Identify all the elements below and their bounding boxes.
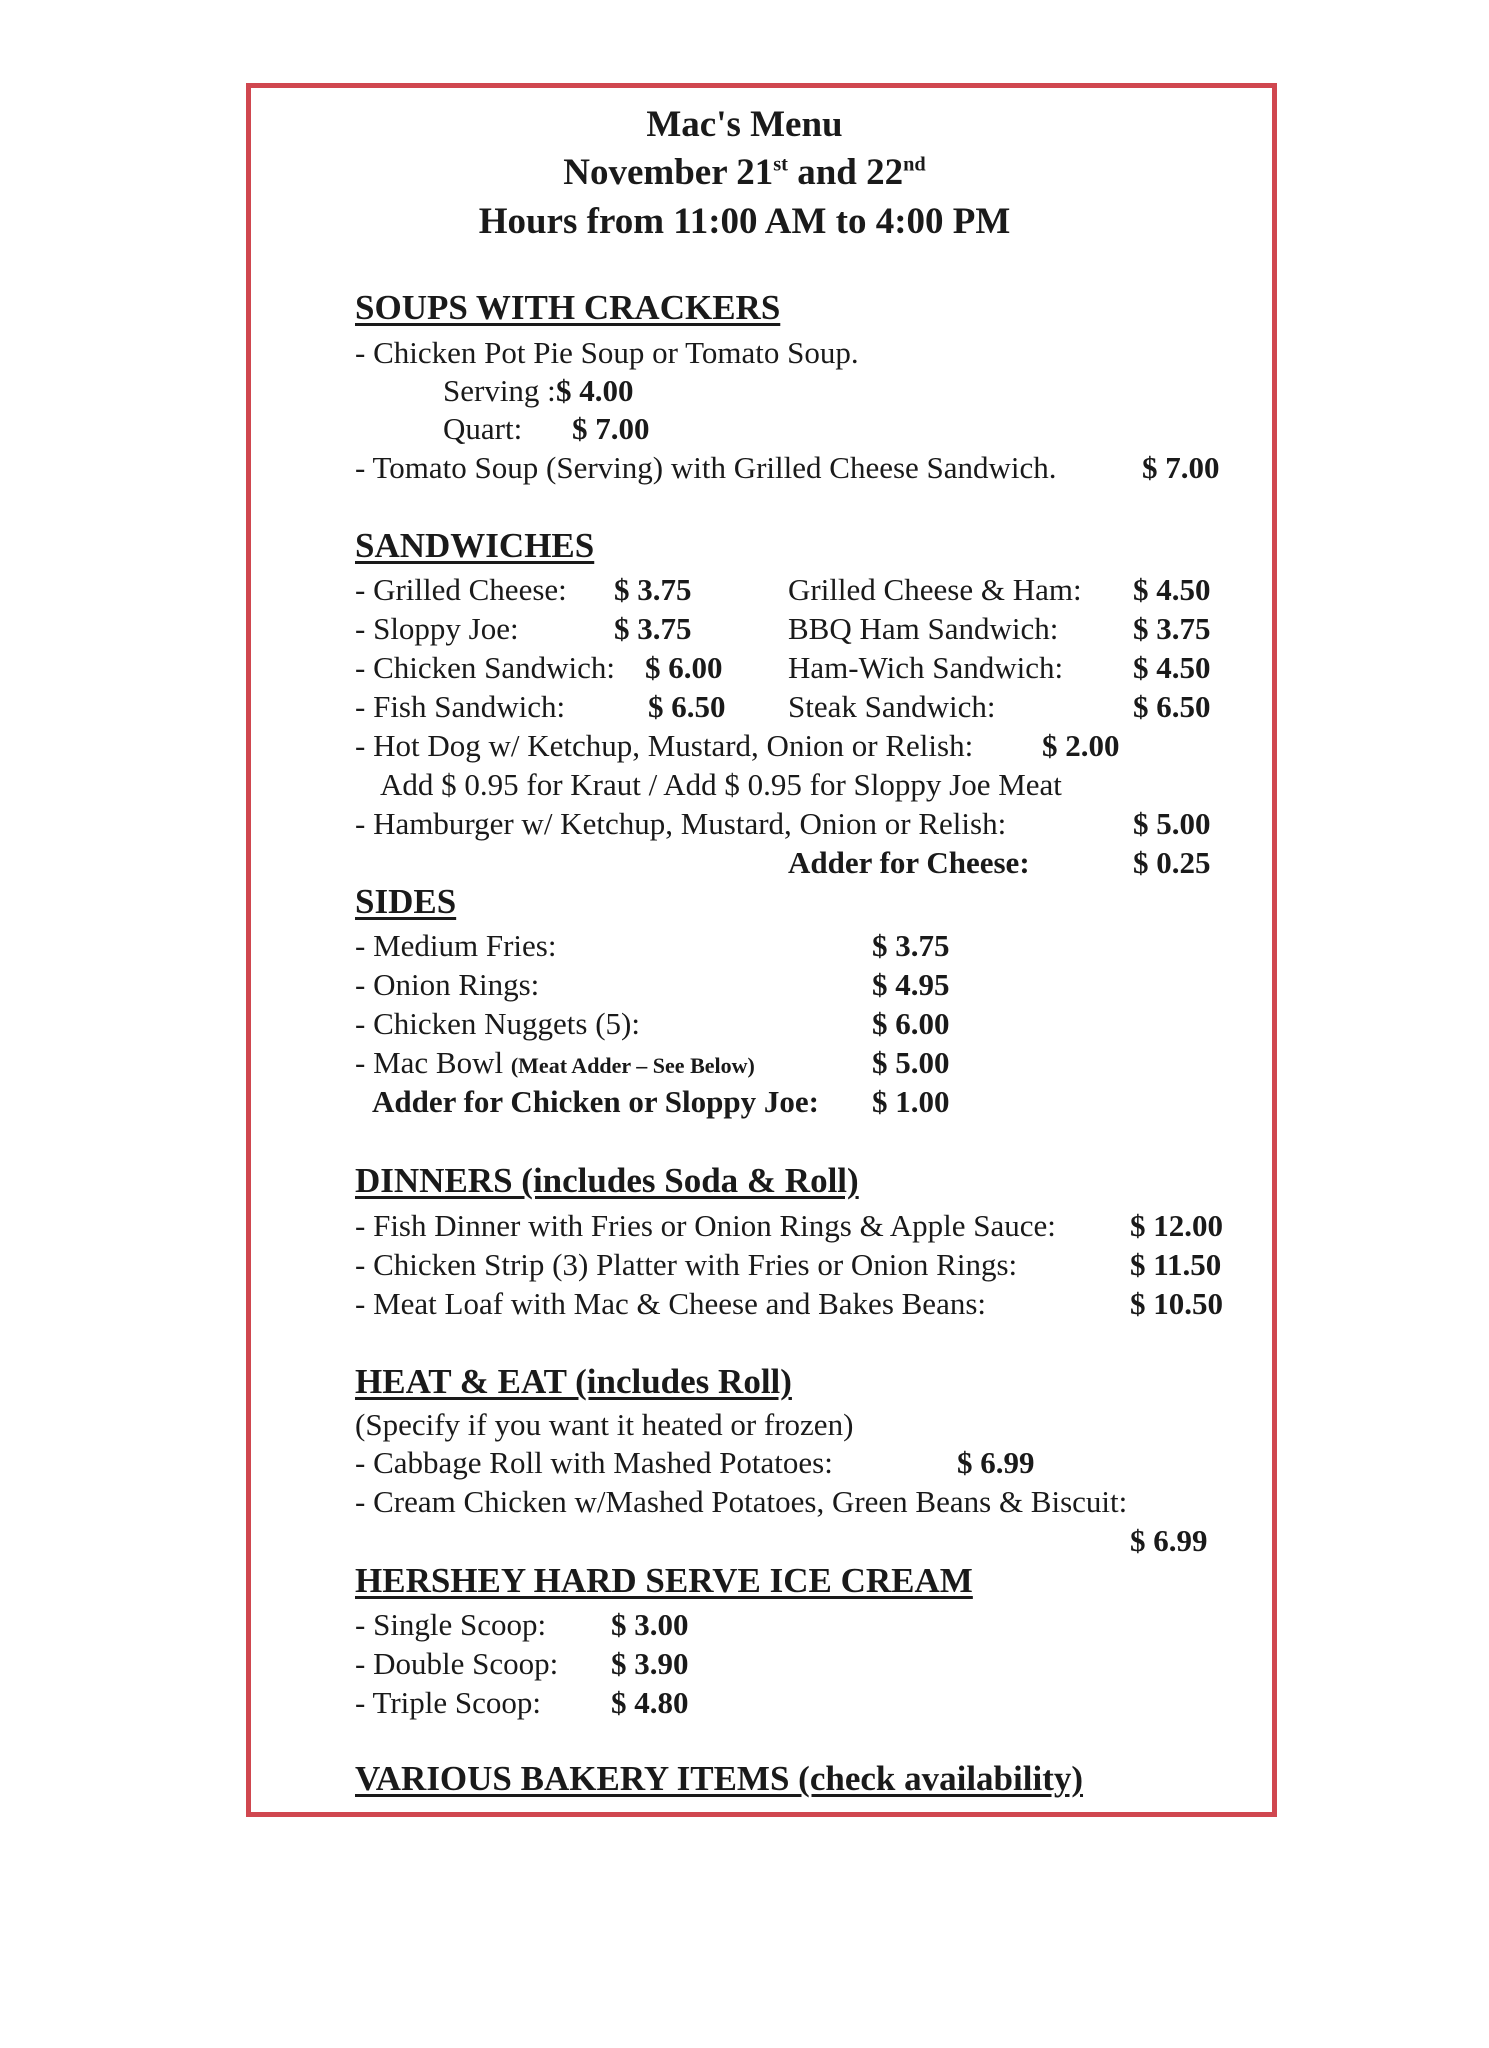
dinner-price: $ 10.50 [1130, 1286, 1223, 1321]
sandwich-name: Ham-Wich Sandwich: [788, 650, 1064, 685]
soup-combo-label: - Tomato Soup (Serving) with Grilled Cheese Sandwich. [355, 450, 1057, 485]
sandwich-price: $ 3.75 [614, 611, 692, 646]
sandwich-name: - Grilled Cheese: [355, 572, 567, 607]
sandwich-price: $ 4.50 [1133, 572, 1211, 607]
section-heading-dinners: DINNERS (includes Soda & Roll) [355, 1161, 859, 1200]
side-name: - Medium Fries: [355, 928, 557, 963]
soup-serving-price: $ 4.00 [556, 373, 634, 408]
sandwich-name: - Fish Sandwich: [355, 689, 566, 724]
side-price: $ 5.00 [872, 1045, 950, 1080]
heat-eat-item: - Cream Chicken w/Mashed Potatoes, Green Beans & Biscuit: [355, 1484, 1128, 1519]
sides-adder-label: Adder for Chicken or Sloppy Joe: [372, 1084, 819, 1119]
ice-cream-name: - Triple Scoop: [355, 1685, 542, 1720]
sandwich-name: Grilled Cheese & Ham: [788, 572, 1082, 607]
side-price: $ 3.75 [872, 928, 950, 963]
hamburger-label: - Hamburger w/ Ketchup, Mustard, Onion or Relish: [355, 806, 1007, 841]
sandwich-price: $ 6.50 [1133, 689, 1211, 724]
side-price: $ 4.95 [872, 967, 950, 1002]
dinner-name: - Meat Loaf with Mac & Cheese and Bakes Beans: [355, 1286, 987, 1321]
sandwich-price: $ 6.00 [645, 650, 723, 685]
menu-title: Mac's Menu [646, 104, 843, 145]
mac-bowl-note: (Meat Adder – See Below) [510, 1053, 755, 1078]
dinner-name: - Chicken Strip (3) Platter with Fries or Onion Rings: [355, 1247, 1018, 1282]
soup-line: - Chicken Pot Pie Soup or Tomato Soup. [355, 335, 859, 370]
dinner-price: $ 12.00 [1130, 1208, 1223, 1243]
soup-quart-label: Quart: [443, 411, 523, 446]
side-name: - Onion Rings: [355, 967, 540, 1002]
side-price: $ 6.00 [872, 1006, 950, 1041]
menu-hours: Hours from 11:00 AM to 4:00 PM [478, 201, 1011, 242]
section-heading-sides: SIDES [355, 882, 457, 921]
ice-cream-price: $ 3.90 [611, 1646, 689, 1681]
ice-cream-name: - Single Scoop: [355, 1607, 547, 1642]
heat-eat-note: (Specify if you want it heated or frozen) [355, 1407, 854, 1442]
section-heading-ice-cream: HERSHEY HARD SERVE ICE CREAM [355, 1561, 973, 1600]
sandwich-name: BBQ Ham Sandwich: [788, 611, 1059, 646]
hotdog-note: Add $ 0.95 for Kraut / Add $ 0.95 for Sloppy Joe Meat [380, 767, 1062, 802]
cheese-adder-price: $ 0.25 [1133, 845, 1211, 880]
hotdog-label: - Hot Dog w/ Ketchup, Mustard, Onion or Relish: [355, 728, 974, 763]
hamburger-price: $ 5.00 [1133, 806, 1211, 841]
heat-eat-price: $ 6.99 [957, 1445, 1035, 1480]
sandwich-price: $ 3.75 [1133, 611, 1211, 646]
sandwich-price: $ 3.75 [614, 572, 692, 607]
heat-eat-item: - Cabbage Roll with Mashed Potatoes: [355, 1445, 833, 1480]
section-heading-bakery: VARIOUS BAKERY ITEMS (check availability) [355, 1759, 1084, 1798]
side-name: - Chicken Nuggets (5): [355, 1006, 640, 1041]
ice-cream-name: - Double Scoop: [355, 1646, 559, 1681]
soup-combo-price: $ 7.00 [1142, 450, 1220, 485]
heat-eat-price: $ 6.99 [1130, 1523, 1208, 1558]
ice-cream-price: $ 4.80 [611, 1685, 689, 1720]
menu-date: November 21st and 22nd [563, 152, 926, 193]
section-heading-soups: SOUPS WITH CRACKERS [355, 288, 781, 327]
dinner-name: - Fish Dinner with Fries or Onion Rings & Apple Sauce: [355, 1208, 1056, 1243]
sandwich-name: - Chicken Sandwich: [355, 650, 616, 685]
sides-adder-price: $ 1.00 [872, 1084, 950, 1119]
hotdog-price: $ 2.00 [1042, 728, 1120, 763]
section-heading-sandwiches: SANDWICHES [355, 526, 595, 565]
cheese-adder-label: Adder for Cheese: [788, 845, 1030, 880]
soup-quart-price: $ 7.00 [572, 411, 650, 446]
soup-serving-label: Serving : [443, 373, 556, 408]
sandwich-price: $ 6.50 [648, 689, 726, 724]
sandwich-name: - Sloppy Joe: [355, 611, 519, 646]
section-heading-heat-eat: HEAT & EAT (includes Roll) [355, 1362, 792, 1401]
dinner-price: $ 11.50 [1130, 1247, 1222, 1282]
side-name: - Mac Bowl (Meat Adder – See Below) [355, 1045, 755, 1080]
sandwich-price: $ 4.50 [1133, 650, 1211, 685]
ice-cream-price: $ 3.00 [611, 1607, 689, 1642]
sandwich-name: Steak Sandwich: [788, 689, 996, 724]
